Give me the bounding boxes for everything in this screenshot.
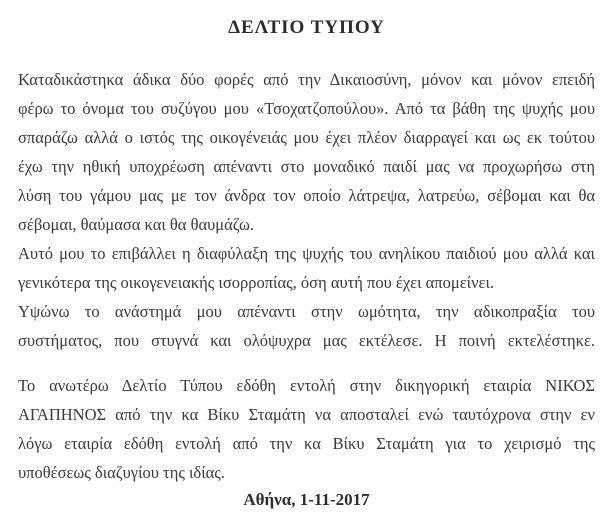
- text-line: σέβομαι, θαύμασα και θα θαυμάζω.: [18, 215, 255, 234]
- paragraph-4: [18, 371, 595, 487]
- paragraph-1: [18, 65, 595, 239]
- paragraph-2: [18, 239, 595, 297]
- text-line: Αυτό μου το επιβάλλει η διαφύλαξη της ψυχής του ανηλίκου παιδιού μου αλλά και: [18, 244, 595, 263]
- text-line: λόγω εταιρία εδόθη εντολή από την κα Βίκυ Σταμάτη για το χειρισμό της: [18, 434, 595, 453]
- document-body: [18, 65, 595, 511]
- text-line: υποθέσεως διαζυγίου της ιδίας.: [18, 463, 225, 482]
- text-line: συστήματος, που στυγνά και ολόψυχρα μας εκτέλεσε. Η ποινή εκτελέστηκε.: [18, 331, 595, 350]
- dateline: Αθήνα, 1-11-2017: [243, 490, 370, 509]
- document-title: ΔΕΛΤΙΟ ΤΥΠΟΥ: [228, 17, 385, 38]
- text-line: Υψώνω το ανάστημά μου απέναντι στην ωμότητα, την αδικοπραξία του: [18, 302, 595, 321]
- text-line: φέρω το όνομα του συζύγου μου «Τσοχατζοπούλου». Από τα βάθη της ψυχής μου: [18, 99, 595, 118]
- text-line: σπαράζω αλλά ο ιστός της οικογένειάς μου έχει πλέον διαρραγεί και ως εκ τούτου: [18, 128, 595, 147]
- text-line: Το ανωτέρω Δελτίο Τύπου εδόθη εντολή στην δικηγορική εταιρία ΝΙΚΟΣ: [18, 376, 595, 395]
- text-line: ΑΓΑΠΗΝΟΣ από την κα Βίκυ Σταμάτη να αποσταλεί ενώ ταυτόχρονα στην εν: [18, 405, 595, 424]
- text-line: Καταδικάστηκα άδικα δύο φορές από την Δικαιοσύνη, μόνον και μόνον επειδή: [18, 70, 595, 89]
- text-line: έχω την ηθική υποχρέωση απέναντι στο μοναδικό παιδί μας να προχωρήσω στη: [18, 157, 595, 176]
- text-line: γενικότερα της οικογενειακής ισορροπίας, όση αυτή που έχει απομείνει.: [18, 273, 495, 292]
- text-line: λύση του γάμου μας με τον άνδρα τον οποίο λάτρεψα, λατρεύω, σέβομαι και θα: [18, 186, 595, 205]
- paragraph-3: [18, 297, 595, 355]
